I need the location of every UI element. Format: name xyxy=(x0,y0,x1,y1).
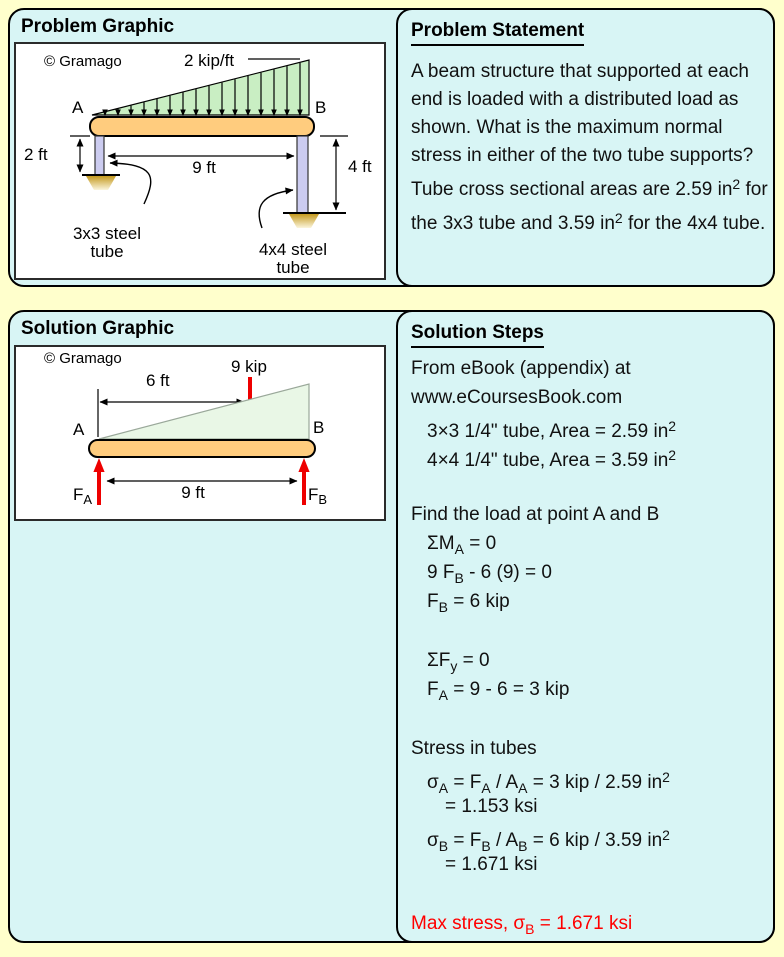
resultant-force-label: 9 kip xyxy=(231,357,267,376)
beam xyxy=(90,117,314,136)
solution-step-line: 3×3 1/4" tube, Area = 2.59 $in^2$ xyxy=(427,418,677,442)
right-ground-fill xyxy=(289,214,319,228)
right-tube-pointer-arrow xyxy=(259,190,293,228)
dim-9ft-label: 9 ft xyxy=(192,158,216,177)
point-a-label: A xyxy=(72,98,84,117)
problem-graphic-canvas xyxy=(14,42,386,280)
left-tube xyxy=(95,136,104,175)
reaction-b-label: $F_B$ xyxy=(308,485,328,507)
problem-graphic-title: Problem Graphic xyxy=(21,16,175,37)
left-tube-label-line1: 3x3 steel xyxy=(72,224,142,243)
problem-statement-box xyxy=(396,8,775,287)
left-ground-fill xyxy=(86,176,116,190)
solution-step-line: $\Sigma F_y = 0$ xyxy=(427,650,490,674)
dim-4ft-label: 4 ft xyxy=(348,157,372,176)
dim-6ft-label: 6 ft xyxy=(146,371,170,390)
reaction-a-label: $F_A$ xyxy=(73,485,93,507)
left-tube-label-line2: tube xyxy=(90,242,124,261)
right-tube-label-line1: 4x4 steel xyxy=(258,240,328,259)
watermark: © Gramago xyxy=(44,53,122,70)
solution-steps-lines xyxy=(411,354,763,938)
solution-steps-title: Solution Steps xyxy=(411,322,544,348)
dim-2ft-label: 2 ft xyxy=(24,145,48,164)
solution-step-line: 9 $F_B - 6$ (9) = 0 xyxy=(427,562,552,586)
problem-statement-text: A beam structure that supported at each end is loaded with a distributed load as shown. What is the maximum normal stress in either of the two tube supports? Tube cross sectional areas are 2.59 $in^2$ for the 3x3 tube and 3.59 $in^2$ for the 4x4 tube. xyxy=(411,61,768,234)
solution-step-line: From eBook (appendix) at xyxy=(411,358,631,379)
point-b-label: B xyxy=(313,418,325,437)
solution-step-line: $F_A = 9 - 6 = 3$ kip xyxy=(427,679,570,703)
solution-step-line: Stress in tubes xyxy=(411,738,537,759)
solution-step-line: www.eCoursesBook.com xyxy=(411,387,623,408)
reaction-a-arrowhead xyxy=(93,458,104,472)
problem-statement-title: Problem Statement xyxy=(411,20,584,46)
solution-graphic-title: Solution Graphic xyxy=(21,318,175,339)
reaction-b-arrowhead xyxy=(298,458,309,472)
dim-9ft-label: 9 ft xyxy=(181,483,205,502)
solution-step-line: $\Sigma M_A = 0$ xyxy=(427,533,497,557)
solution-step-line: $\sigma_B = F_B / A_B = 6$ kip / 3.59 $in^2$ xyxy=(427,827,670,854)
solution-step-line: Find the load at point A and B xyxy=(411,504,660,525)
solution-panel xyxy=(8,310,775,943)
left-tube-pointer-arrow xyxy=(110,163,151,204)
point-a-label: A xyxy=(73,420,85,439)
load-outline-triangle xyxy=(99,384,309,439)
solution-beam-diagram xyxy=(16,347,384,519)
point-b-label: B xyxy=(315,98,327,117)
watermark: © Gramago xyxy=(44,350,122,367)
solution-step-line: Max stress, $\sigma_B = 1.671$ ksi xyxy=(411,913,633,937)
solution-steps-box xyxy=(396,310,775,943)
solution-graphic-canvas xyxy=(14,345,386,521)
solution-step-line: $\sigma_A = F_A / A_A = 3$ kip / 2.59 $in^2$ xyxy=(427,769,670,796)
right-tube xyxy=(297,136,308,213)
solution-step-line: = 1.671 ksi xyxy=(445,854,538,875)
beam xyxy=(89,440,315,457)
solution-step-line: $F_B = 6$ kip xyxy=(427,591,510,615)
problem-beam-diagram xyxy=(16,44,384,278)
solution-step-line: = 1.153 ksi xyxy=(445,796,538,817)
problem-panel xyxy=(8,8,775,287)
right-tube-label-line2: tube xyxy=(276,258,310,277)
distributed-load-label: 2 kip/ft xyxy=(184,51,235,70)
solution-step-line: 4×4 1/4" tube, Area = 3.59 $in^2$ xyxy=(427,447,677,471)
